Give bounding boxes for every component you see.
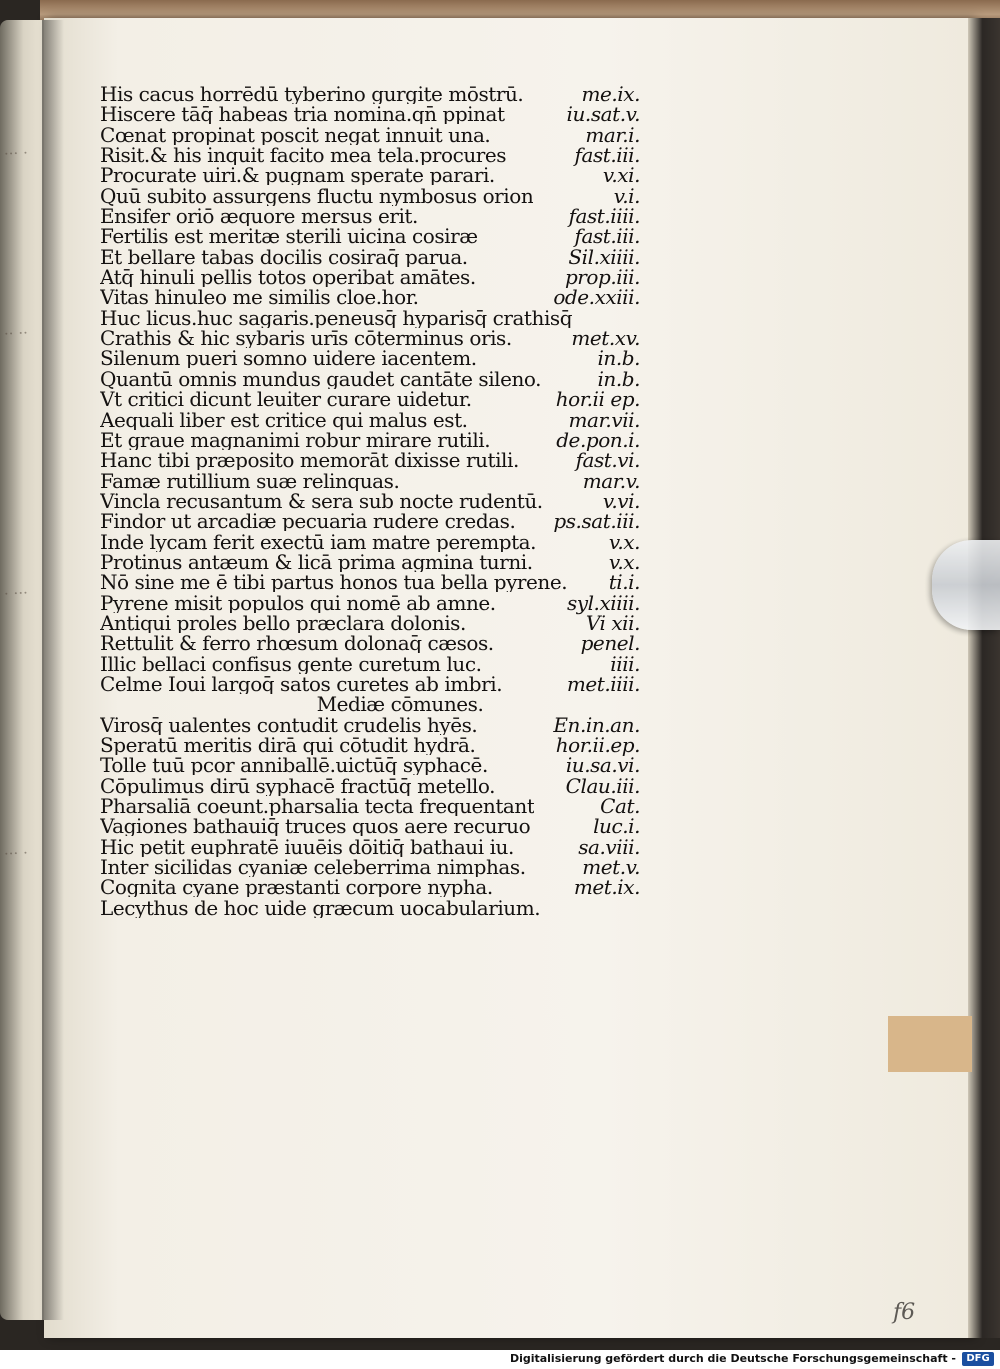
verse-text: Et bellare tabas docilis cosiraq̄ parua. <box>100 246 468 267</box>
verse-text: Hanc tibi præposito memorāt dixisse rutili. <box>100 450 519 471</box>
verse-text: Procurate uiri.& pugnam sperate parari. <box>100 165 495 186</box>
verse-text: Vt critici dicunt leuiter curare uidetur. <box>100 389 472 410</box>
text-line <box>100 753 640 778</box>
source-reference: met.iiii. <box>566 671 640 696</box>
text-line <box>100 427 640 452</box>
source-reference: ti.i. <box>608 570 640 595</box>
verse-text: Inter sicilidas cyaniæ celeberrima nimphas. <box>100 857 526 878</box>
source-reference: v.x. <box>608 529 640 554</box>
text-line <box>100 183 640 208</box>
source-reference: mar.v. <box>582 468 640 493</box>
source-reference: iiii. <box>610 651 640 676</box>
source-reference: in.b. <box>597 346 640 371</box>
source-reference: fast.vi. <box>575 448 640 473</box>
plastic-clip <box>932 540 1000 630</box>
paper-tape-strip <box>888 1016 972 1072</box>
text-line <box>100 712 640 737</box>
verse-text: Cœnat propinat poscit negat innuit una. <box>100 124 491 145</box>
source-reference: luc.i. <box>593 814 640 839</box>
verse-text: Famæ rutillium suæ relinquas. <box>100 470 400 491</box>
text-line <box>100 84 640 104</box>
text-line <box>100 834 640 859</box>
digitization-credit: Digitalisierung gefördert durch die Deutsche Forschungsgemeinschaft - <box>509 1352 956 1365</box>
verse-text: Cōpulimus dirū syphacē fractūq̄ metello. <box>100 775 495 796</box>
verse-text: Et graue magnanimi robur mirare rutili. <box>100 429 491 450</box>
verse-text: Findor ut arcadiæ pecuaria rudere credas. <box>100 511 516 532</box>
source-reference: in.b. <box>597 366 640 391</box>
text-line <box>100 163 640 188</box>
verse-text: Fertilis est meritæ sterili uicina cosiræ <box>100 226 478 247</box>
text-line <box>100 122 640 147</box>
verse-text: Hic petit euphratē iuuēis dōitiq̄ bathaui iu. <box>100 836 514 857</box>
source-reference: prop.iii. <box>564 265 640 290</box>
text-line <box>100 265 640 290</box>
source-reference: mar.i. <box>585 122 640 147</box>
spine-shadow <box>42 20 64 1320</box>
verse-text: Antiqui proles bello præclara dolonis. <box>100 612 466 633</box>
text-line <box>100 143 640 168</box>
ghost-text: · ··· <box>3 583 29 604</box>
text-line <box>100 102 640 127</box>
verse-text: Quū subito assurgens fluctu nymbosus orion <box>100 185 534 206</box>
text-line <box>100 773 640 798</box>
source-reference: En.in.an. <box>553 712 640 737</box>
printed-text-block <box>100 84 640 918</box>
source-reference: me.ix. <box>581 82 640 106</box>
verse-text: Mediæ cōmunes. <box>316 694 484 715</box>
text-line <box>100 814 640 839</box>
text-line <box>100 326 640 351</box>
source-reference: penel. <box>580 631 640 656</box>
text-line <box>100 488 640 513</box>
source-reference: fast.iiii. <box>568 204 640 229</box>
verse-text: Vitas hinuleo me similis cloe.hor. <box>100 287 419 308</box>
source-reference: v.xi. <box>602 163 640 188</box>
text-line <box>100 308 640 328</box>
source-reference: hor.ii.ep. <box>555 733 640 757</box>
verse-text: Atq̄ hinuli pellis totos operibat amātes. <box>100 267 476 288</box>
text-line <box>100 244 640 269</box>
source-reference: met.ix. <box>573 875 640 900</box>
source-reference: fast.iii. <box>574 143 640 168</box>
text-line <box>100 509 640 534</box>
verse-text: Celme Ioui largoq̄ satos curetes ab imbri. <box>100 673 503 694</box>
text-line <box>100 651 640 676</box>
verse-text: Inde lycam ferit exectū iam matre perempta. <box>100 531 537 552</box>
source-reference: Vi xii. <box>585 610 640 635</box>
verse-text: Rettulit & ferro rhœsum dolonaq̄ cæsos. <box>100 633 494 654</box>
text-line <box>100 204 640 229</box>
text-line <box>100 610 640 635</box>
verse-text: Silenum pueri somno uidere iacentem. <box>100 348 477 369</box>
source-reference: Cat. <box>600 794 640 819</box>
ghost-text: ··· · <box>3 843 29 864</box>
verse-text: Ensifer oriō æquore mersus erit. <box>100 206 418 227</box>
verse-text: Crathis & hic sybaris urīs cōterminus oris. <box>100 328 512 349</box>
source-reference: ps.sat.iii. <box>553 509 640 534</box>
source-reference: sa.viii. <box>578 834 640 859</box>
verse-text: Quantū omnis mundus gaudet cantāte sileno. <box>100 368 542 389</box>
source-reference: mar.vii. <box>568 407 640 432</box>
text-line <box>100 366 640 391</box>
verse-text: Lecythus de hoc uide græcum uocabularium. <box>100 897 541 918</box>
section-heading <box>100 694 640 714</box>
source-reference: fast.iii. <box>574 224 640 249</box>
text-line <box>100 898 640 918</box>
verse-text: Virosq̄ ualentes contudit crudelis hyēs. <box>100 714 478 735</box>
text-line <box>100 735 640 755</box>
verse-text: Nō sine me ē tibi partus honos tua bella pyrene. <box>100 572 568 593</box>
text-line <box>100 590 640 615</box>
text-line <box>100 346 640 371</box>
text-line <box>100 529 640 554</box>
source-reference: iu.sat.v. <box>566 102 640 127</box>
source-reference: Sil.xiiii. <box>568 244 640 269</box>
source-reference: syl.xiiii. <box>566 590 640 615</box>
source-reference: met.xv. <box>571 326 640 351</box>
text-line <box>100 285 640 310</box>
text-line <box>100 387 640 412</box>
text-line <box>100 468 640 493</box>
text-line <box>100 631 640 656</box>
folio-number: f6 <box>893 1300 916 1325</box>
text-line <box>100 671 640 696</box>
verse-text: Pharsaliā coeunt.pharsalia tecta frequentant <box>100 796 535 817</box>
text-line <box>100 794 640 819</box>
verse-text: His cacus horrēdū tyberino gurgite mōstrū. <box>100 84 524 104</box>
verse-text: Hiscere tāq̄ habeas tria nomina.qn̄ ppinat <box>100 104 505 125</box>
source-reference: de.pon.i. <box>556 427 640 452</box>
source-reference: v.vi. <box>602 488 640 513</box>
verse-text: Risit.& his inquit facito mea tela.procures <box>100 145 507 166</box>
verse-text: Pyrene misit populos qui nomē ab amne. <box>100 592 496 613</box>
source-reference: ode.xxiii. <box>553 285 640 310</box>
text-line <box>100 407 640 432</box>
text-line <box>100 875 640 900</box>
footer-bar <box>0 1350 1000 1369</box>
verse-text: Huc licus.huc sagaris.peneusq̄ hyparisq̄ crathisq̄ <box>100 307 573 328</box>
source-reference: v.x. <box>608 549 640 574</box>
text-line <box>100 570 640 595</box>
verse-text: Cognita cyane præstanti corpore nypha. <box>100 877 493 898</box>
verse-text: Illic bellaci confisus gente curetum luc. <box>100 653 482 674</box>
source-reference: v.i. <box>613 183 640 208</box>
source-reference: iu.sa.vi. <box>565 753 640 778</box>
verse-text: Speratū meritis dirā qui cōtudit hydrā. <box>100 735 476 755</box>
page-edge-right <box>968 18 1000 1338</box>
ghost-text: ··· · <box>3 143 29 164</box>
source-reference: Clau.iii. <box>565 773 640 798</box>
text-line <box>100 224 640 249</box>
verse-text: Protinus antæum & licā prima agmina turni. <box>100 551 533 572</box>
source-reference: hor.ii ep. <box>555 387 640 412</box>
verse-text: Aequali liber est critice qui malus est. <box>100 409 468 430</box>
dfg-logo: DFG <box>962 1352 994 1366</box>
text-line <box>100 448 640 473</box>
ghost-text: ·· ·· <box>3 323 29 344</box>
verse-text: Vincla recusantum & sera sub nocte rudentū. <box>100 490 543 511</box>
source-reference: met.v. <box>582 855 640 880</box>
text-line <box>100 549 640 574</box>
verse-text: Tolle tuū pcor anniballē.uictūq̄ syphacē. <box>100 755 488 776</box>
text-line <box>100 855 640 880</box>
verse-text: Vagiones bathauiq̄ truces quos aere recuruo <box>100 816 531 837</box>
